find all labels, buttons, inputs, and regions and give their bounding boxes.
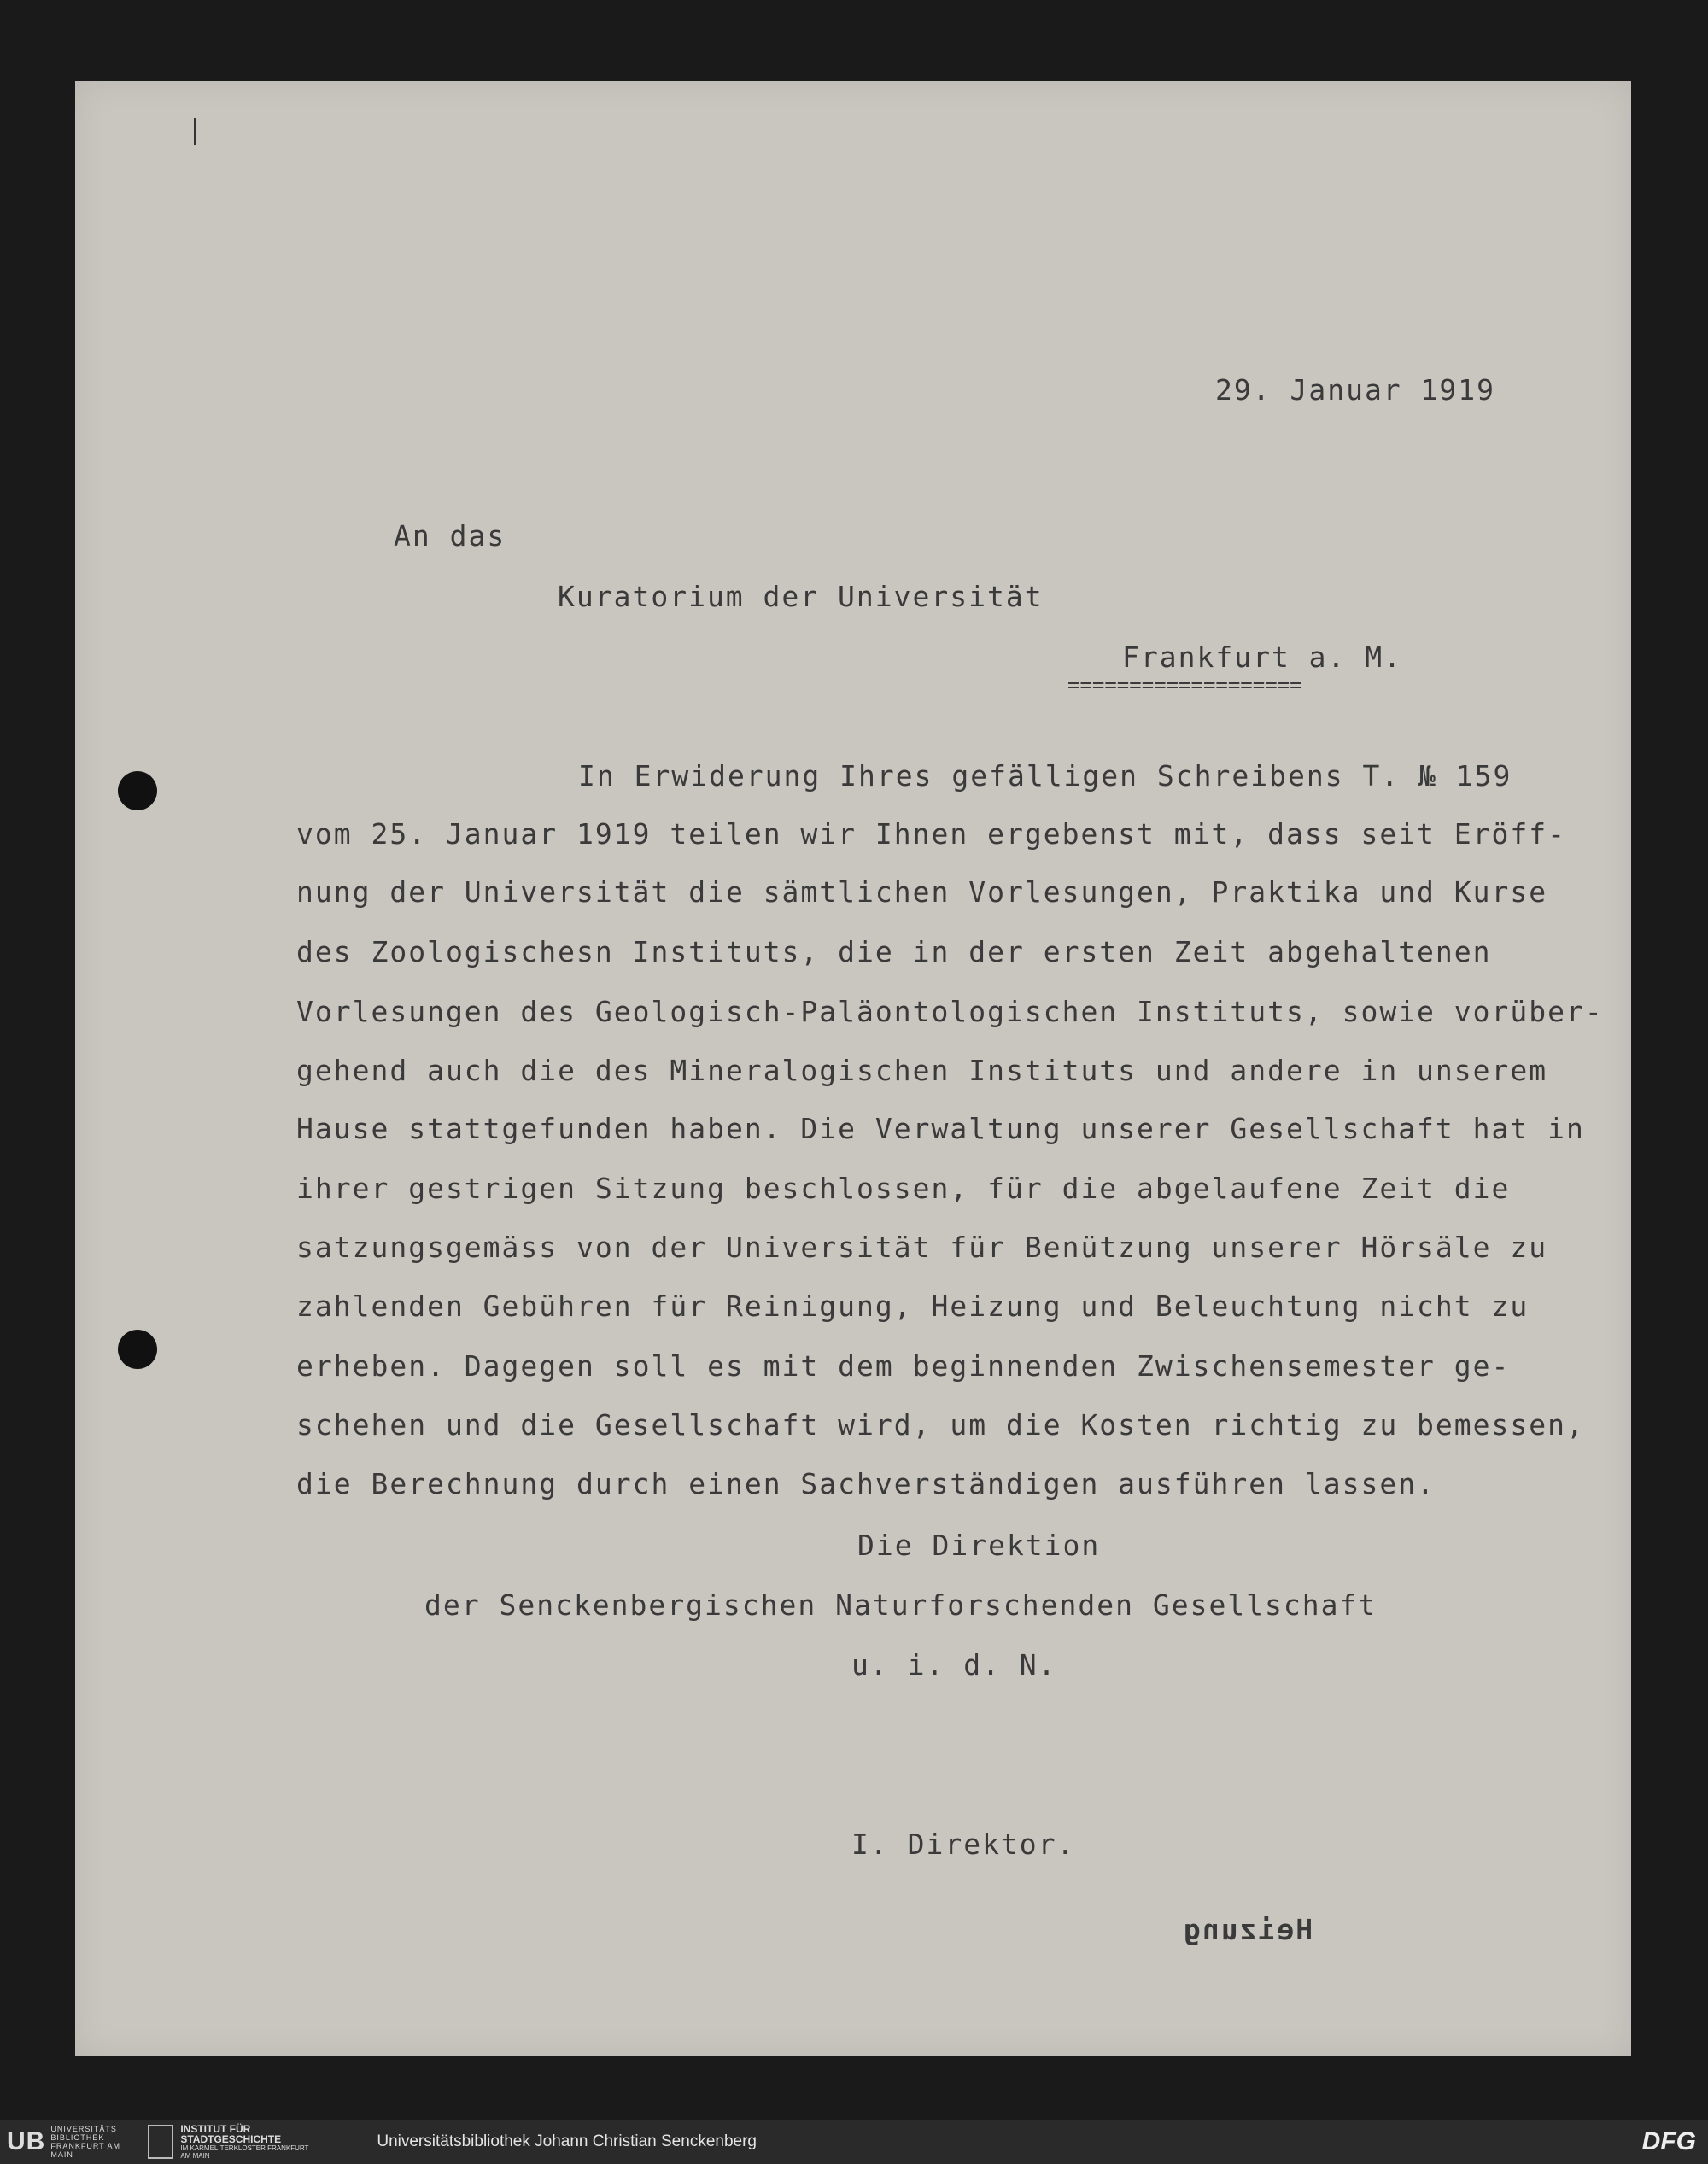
body-line-10: zahlenden Gebühren für Reinigung, Heizung und Beleuchtung nicht zu: [296, 1290, 1530, 1323]
footer-bar: [0, 2120, 1708, 2164]
body-line-8: ihrer gestrigen Sitzung beschlossen, für die abgelaufene Zeit die: [296, 1172, 1511, 1205]
body-line-12: schehen und die Gesellschaft wird, um die Kosten richtig zu bemessen,: [296, 1408, 1585, 1442]
recipient-line-3: Frankfurt a. M.: [1122, 640, 1403, 674]
institute-logo-title: INSTITUT FÜR STADTGESCHICHTE: [180, 2123, 282, 2145]
body-line-13: die Berechnung durch einen Sachverständigen ausführen lassen.: [296, 1467, 1436, 1500]
body-line-6: gehend auch die des Mineralogischen Instituts und andere in unserem: [296, 1054, 1548, 1087]
closing-line-2: der Senckenbergischen Naturforschenden Gesellschaft: [424, 1588, 1378, 1622]
body-line-9: satzungsgemäss von der Universität für Benützung unserer Hörsäle zu: [296, 1231, 1548, 1264]
body-line-5: Vorlesungen des Geologisch-Paläontologischen Instituts, sowie vorüber-: [296, 995, 1604, 1028]
dfg-logo[interactable]: DFG: [1641, 2127, 1696, 2155]
institute-logo-icon: [148, 2125, 173, 2159]
ub-logo-text: UNIVERSITÄTS BIBLIOTHEK FRANKFURT AM MAIN: [50, 2125, 121, 2159]
letter-date: 29. Januar 1919: [1215, 373, 1496, 406]
body-line-11: erheben. Dagegen soll es mit dem beginnenden Zwischensemester ge-: [296, 1349, 1511, 1383]
body-line-1: In Erwiderung Ihres gefälligen Schreibens T. № 159: [578, 759, 1512, 792]
recipient-line-2: Kuratorium der Universität: [558, 580, 1044, 613]
recipient-line-1: An das: [394, 519, 506, 553]
mirrored-stamp-text: Heizung: [1182, 1913, 1313, 1946]
institute-logo[interactable]: [148, 2124, 325, 2160]
ub-logo-mark: UB: [7, 2127, 46, 2155]
ub-logo[interactable]: [7, 2125, 127, 2159]
signatory-title: I. Direktor.: [851, 1828, 1076, 1861]
punch-hole-bottom: [118, 1330, 157, 1369]
institute-logo-sub: IM KARMELITERKLOSTER FRANKFURT AM MAIN: [180, 2144, 309, 2160]
ink-mark: [194, 118, 196, 145]
recipient-underline: ===================: [1068, 673, 1302, 697]
body-line-7: Hause stattgefunden haben. Die Verwaltung unserer Gesellschaft hat in: [296, 1112, 1585, 1145]
punch-hole-top: [118, 771, 157, 810]
body-line-3: nung der Universität die sämtlichen Vorlesungen, Praktika und Kurse: [296, 875, 1548, 909]
library-credit: Universitätsbibliothek Johann Christian Senckenberg: [377, 2132, 757, 2150]
body-line-4: des Zoologischesn Instituts, die in der ersten Zeit abgehaltenen: [296, 935, 1492, 968]
body-line-2: vom 25. Januar 1919 teilen wir Ihnen ergebenst mit, dass seit Eröff-: [296, 817, 1567, 851]
closing-line-3: u. i. d. N.: [851, 1648, 1057, 1681]
closing-line-1: Die Direktion: [857, 1529, 1101, 1562]
